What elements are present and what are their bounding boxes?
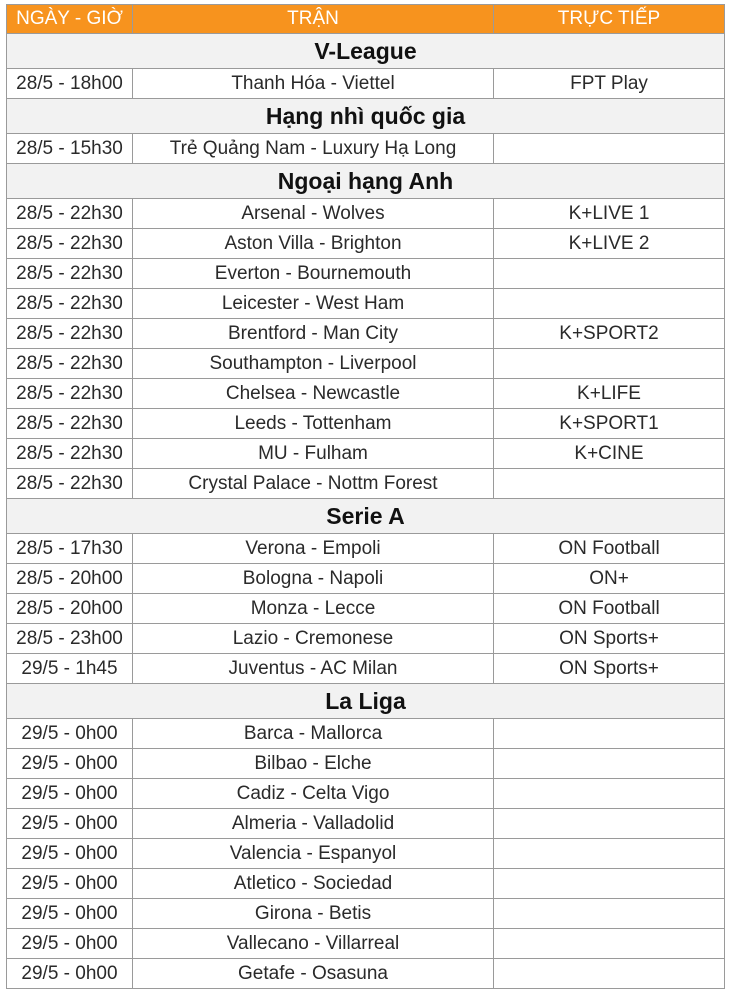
match-row: [7, 899, 725, 929]
match-broadcaster: K+LIVE 2: [494, 229, 725, 259]
league-header-row: [7, 164, 725, 199]
match-time: 29/5 - 0h00: [7, 809, 133, 839]
match-broadcaster: [494, 809, 725, 839]
match-broadcaster: [494, 134, 725, 164]
match-teams: Crystal Palace - Nottm Forest: [133, 469, 494, 499]
match-row: [7, 959, 725, 989]
match-broadcaster: K+LIVE 1: [494, 199, 725, 229]
match-row: [7, 199, 725, 229]
match-broadcaster: ON Football: [494, 594, 725, 624]
match-teams: Brentford - Man City: [133, 319, 494, 349]
match-teams: Bilbao - Elche: [133, 749, 494, 779]
match-row: [7, 624, 725, 654]
match-time: 28/5 - 20h00: [7, 564, 133, 594]
match-row: [7, 409, 725, 439]
match-broadcaster: [494, 839, 725, 869]
match-row: [7, 779, 725, 809]
match-teams: Monza - Lecce: [133, 594, 494, 624]
match-time: 28/5 - 22h30: [7, 229, 133, 259]
match-time: 28/5 - 22h30: [7, 289, 133, 319]
match-row: [7, 229, 725, 259]
match-time: 29/5 - 0h00: [7, 869, 133, 899]
header-match: TRẬN: [133, 5, 494, 34]
match-broadcaster: [494, 959, 725, 989]
match-broadcaster: [494, 779, 725, 809]
match-teams: Vallecano - Villarreal: [133, 929, 494, 959]
match-time: 29/5 - 0h00: [7, 779, 133, 809]
match-row: [7, 654, 725, 684]
match-row: [7, 869, 725, 899]
match-teams: Leicester - West Ham: [133, 289, 494, 319]
league-name: Hạng nhì quốc gia: [7, 99, 725, 134]
match-time: 29/5 - 0h00: [7, 959, 133, 989]
match-broadcaster: [494, 719, 725, 749]
match-row: [7, 259, 725, 289]
match-time: 28/5 - 22h30: [7, 379, 133, 409]
header-time: NGÀY - GIỜ: [7, 5, 133, 34]
match-teams: Juventus - AC Milan: [133, 654, 494, 684]
match-teams: Arsenal - Wolves: [133, 199, 494, 229]
match-broadcaster: [494, 349, 725, 379]
match-row: [7, 349, 725, 379]
match-row: [7, 379, 725, 409]
match-time: 29/5 - 0h00: [7, 839, 133, 869]
match-row: [7, 719, 725, 749]
match-broadcaster: K+SPORT1: [494, 409, 725, 439]
match-time: 28/5 - 23h00: [7, 624, 133, 654]
schedule-body: [7, 34, 725, 989]
match-row: [7, 289, 725, 319]
match-row: [7, 534, 725, 564]
match-broadcaster: [494, 869, 725, 899]
match-row: [7, 134, 725, 164]
match-row: [7, 439, 725, 469]
match-teams: Valencia - Espanyol: [133, 839, 494, 869]
match-time: 28/5 - 22h30: [7, 469, 133, 499]
match-teams: Girona - Betis: [133, 899, 494, 929]
match-broadcaster: [494, 749, 725, 779]
match-time: 29/5 - 0h00: [7, 929, 133, 959]
match-row: [7, 749, 725, 779]
match-teams: Southampton - Liverpool: [133, 349, 494, 379]
match-teams: MU - Fulham: [133, 439, 494, 469]
match-teams: Verona - Empoli: [133, 534, 494, 564]
league-name: Ngoại hạng Anh: [7, 164, 725, 199]
match-broadcaster: K+LIFE: [494, 379, 725, 409]
league-name: Serie A: [7, 499, 725, 534]
match-row: [7, 594, 725, 624]
match-time: 28/5 - 15h30: [7, 134, 133, 164]
match-row: [7, 929, 725, 959]
league-name: V-League: [7, 34, 725, 69]
match-teams: Bologna - Napoli: [133, 564, 494, 594]
match-broadcaster: FPT Play: [494, 69, 725, 99]
match-time: 29/5 - 0h00: [7, 749, 133, 779]
match-time: 29/5 - 0h00: [7, 719, 133, 749]
match-row: [7, 319, 725, 349]
match-broadcaster: ON Sports+: [494, 624, 725, 654]
match-row: [7, 809, 725, 839]
match-row: [7, 839, 725, 869]
match-broadcaster: ON Sports+: [494, 654, 725, 684]
league-header-row: [7, 499, 725, 534]
match-time: 28/5 - 22h30: [7, 349, 133, 379]
match-time: 28/5 - 22h30: [7, 409, 133, 439]
match-teams: Trẻ Quảng Nam - Luxury Hạ Long: [133, 134, 494, 164]
match-time: 29/5 - 1h45: [7, 654, 133, 684]
match-time: 28/5 - 22h30: [7, 439, 133, 469]
match-row: [7, 69, 725, 99]
match-teams: Aston Villa - Brighton: [133, 229, 494, 259]
match-time: 28/5 - 20h00: [7, 594, 133, 624]
match-broadcaster: [494, 289, 725, 319]
match-teams: Leeds - Tottenham: [133, 409, 494, 439]
league-header-row: [7, 99, 725, 134]
match-broadcaster: K+SPORT2: [494, 319, 725, 349]
match-time: 28/5 - 18h00: [7, 69, 133, 99]
match-broadcaster: [494, 259, 725, 289]
match-teams: Getafe - Osasuna: [133, 959, 494, 989]
match-broadcaster: [494, 469, 725, 499]
league-header-row: [7, 34, 725, 69]
league-name: La Liga: [7, 684, 725, 719]
match-broadcaster: K+CINE: [494, 439, 725, 469]
match-teams: Atletico - Sociedad: [133, 869, 494, 899]
header-row: [7, 5, 725, 34]
league-header-row: [7, 684, 725, 719]
match-teams: Barca - Mallorca: [133, 719, 494, 749]
match-row: [7, 564, 725, 594]
match-time: 28/5 - 22h30: [7, 259, 133, 289]
match-time: 28/5 - 22h30: [7, 319, 133, 349]
match-time: 28/5 - 22h30: [7, 199, 133, 229]
match-broadcaster: [494, 899, 725, 929]
match-teams: Lazio - Cremonese: [133, 624, 494, 654]
match-row: [7, 469, 725, 499]
match-teams: Thanh Hóa - Viettel: [133, 69, 494, 99]
match-teams: Everton - Bournemouth: [133, 259, 494, 289]
match-teams: Cadiz - Celta Vigo: [133, 779, 494, 809]
header-tv: TRỰC TIẾP: [494, 5, 725, 34]
match-broadcaster: [494, 929, 725, 959]
match-time: 28/5 - 17h30: [7, 534, 133, 564]
match-time: 29/5 - 0h00: [7, 899, 133, 929]
match-teams: Chelsea - Newcastle: [133, 379, 494, 409]
match-broadcaster: ON Football: [494, 534, 725, 564]
schedule-table: [6, 4, 725, 989]
match-broadcaster: ON+: [494, 564, 725, 594]
match-teams: Almeria - Valladolid: [133, 809, 494, 839]
